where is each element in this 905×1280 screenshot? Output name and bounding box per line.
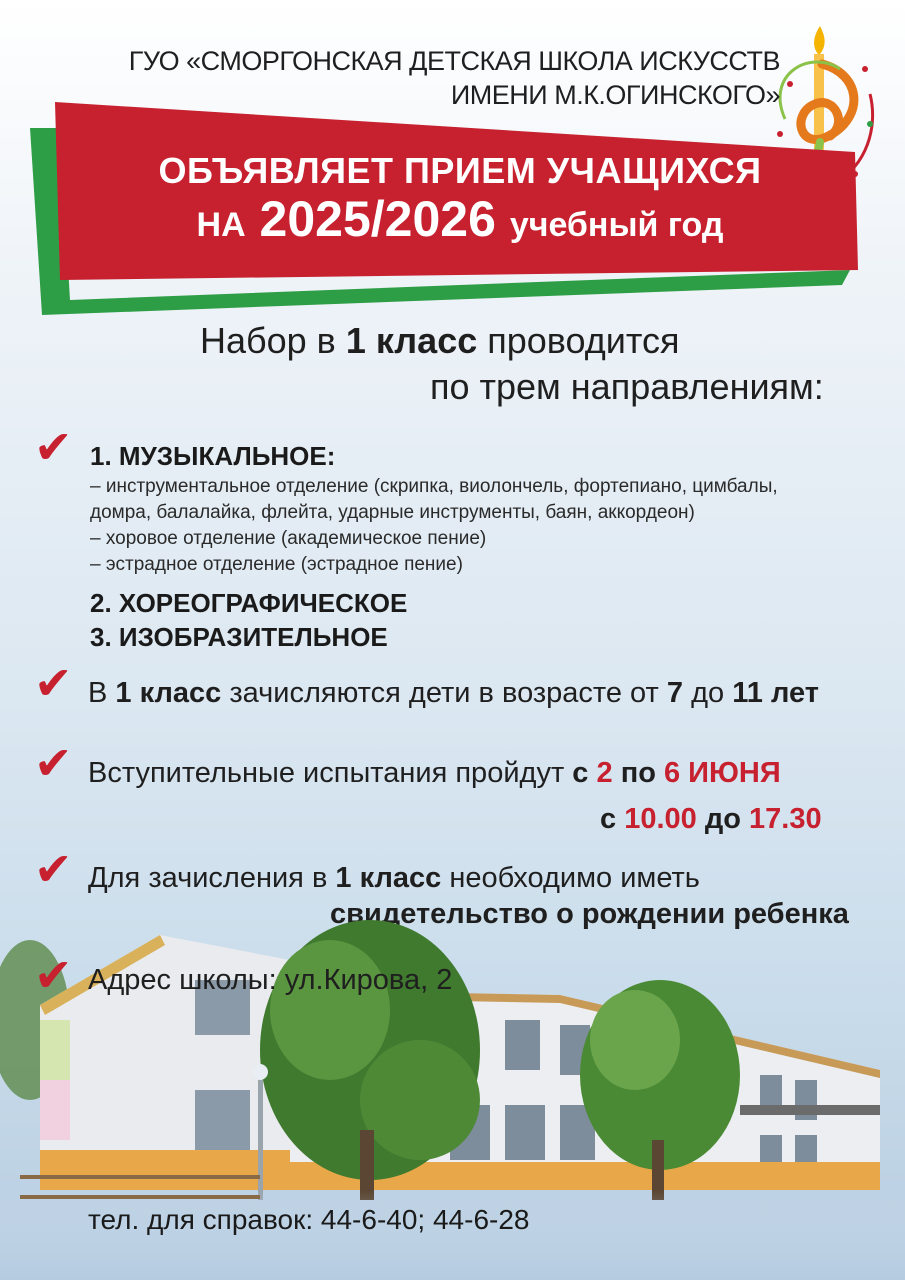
- intro-line2: по трем направлениям:: [430, 366, 824, 407]
- age-min: 7: [666, 677, 684, 709]
- organization-name-line2: ИМЕНИ М.К.ОГИНСКОГО»: [450, 80, 780, 110]
- exam-end-day: 6 ИЮНЯ: [664, 757, 781, 789]
- exam-dates: [88, 757, 781, 790]
- birth-certificate: свидетельство о рождении ребенка: [330, 898, 849, 930]
- intro-text: Набор в: [200, 320, 336, 361]
- checkmark-icon: ✔: [34, 843, 73, 895]
- music-instrumental-line1: – инструментальное отделение (скрипка, виолончель, фортепиано, цимбалы,: [90, 476, 778, 497]
- banner-suffix: учебный год: [509, 206, 724, 244]
- documents-requirement: [88, 862, 700, 895]
- age-text-mid: зачисляются дети в возрасте от: [229, 677, 659, 709]
- exam-text: Вступительные испытания пройдут: [88, 757, 565, 789]
- phone-numbers: тел. для справок: 44-6-40; 44-6-28: [88, 1204, 530, 1235]
- dance-direction-title: 2. ХОРЕОГРАФИЧЕСКОЕ: [90, 588, 408, 618]
- docs-text-end: необходимо иметь: [449, 862, 700, 894]
- exam-to: по: [620, 757, 656, 789]
- exam-times: [600, 803, 822, 836]
- age-text: В: [88, 677, 108, 709]
- banner-year-line: [110, 190, 810, 248]
- exam-start-day: 2: [596, 757, 613, 789]
- exam-time-from: с: [600, 803, 617, 835]
- exam-time-to: до: [704, 803, 741, 835]
- exam-end-time: 17.30: [749, 803, 822, 835]
- docs-text: Для зачисления в: [88, 862, 328, 894]
- age-class: 1 класс: [115, 677, 222, 709]
- exam-start-time: 10.00: [624, 803, 697, 835]
- music-pop: – эстрадное отделение (эстрадное пение): [90, 554, 463, 575]
- music-direction-title: 1. МУЗЫКАЛЬНОЕ:: [90, 441, 336, 471]
- checkmark-icon: ✔: [34, 657, 73, 709]
- age-requirement: [88, 677, 888, 710]
- intro-line1: [200, 320, 720, 362]
- docs-class: 1 класс: [335, 862, 442, 894]
- school-address: Адрес школы: ул.Кирова, 2: [88, 964, 453, 996]
- age-max: 11 лет: [732, 677, 819, 709]
- art-direction-title: 3. ИЗОБРАЗИТЕЛЬНОЕ: [90, 622, 388, 652]
- music-choir: – хоровое отделение (академическое пение): [90, 528, 487, 549]
- checkmark-icon: ✔: [34, 421, 73, 473]
- intro-text-end: проводится: [487, 320, 680, 361]
- intro-class: 1 класс: [345, 320, 478, 361]
- age-to: до: [691, 677, 725, 709]
- organization-name-line1: ГУО «СМОРГОНСКАЯ ДЕТСКАЯ ШКОЛА ИСКУССТВ: [128, 46, 780, 76]
- checkmark-icon: ✔: [34, 949, 73, 1001]
- banner-year: 2025/2026: [259, 191, 496, 247]
- banner-prefix: НА: [196, 206, 246, 244]
- banner-headline: ОБЪЯВЛЯЕТ ПРИЕМ УЧАЩИХСЯ: [158, 150, 762, 191]
- checkmark-icon: ✔: [34, 737, 73, 789]
- music-instrumental-line2: домра, балалайка, флейта, ударные инструменты, баян, аккордеон): [90, 502, 695, 523]
- exam-from: с: [572, 757, 589, 789]
